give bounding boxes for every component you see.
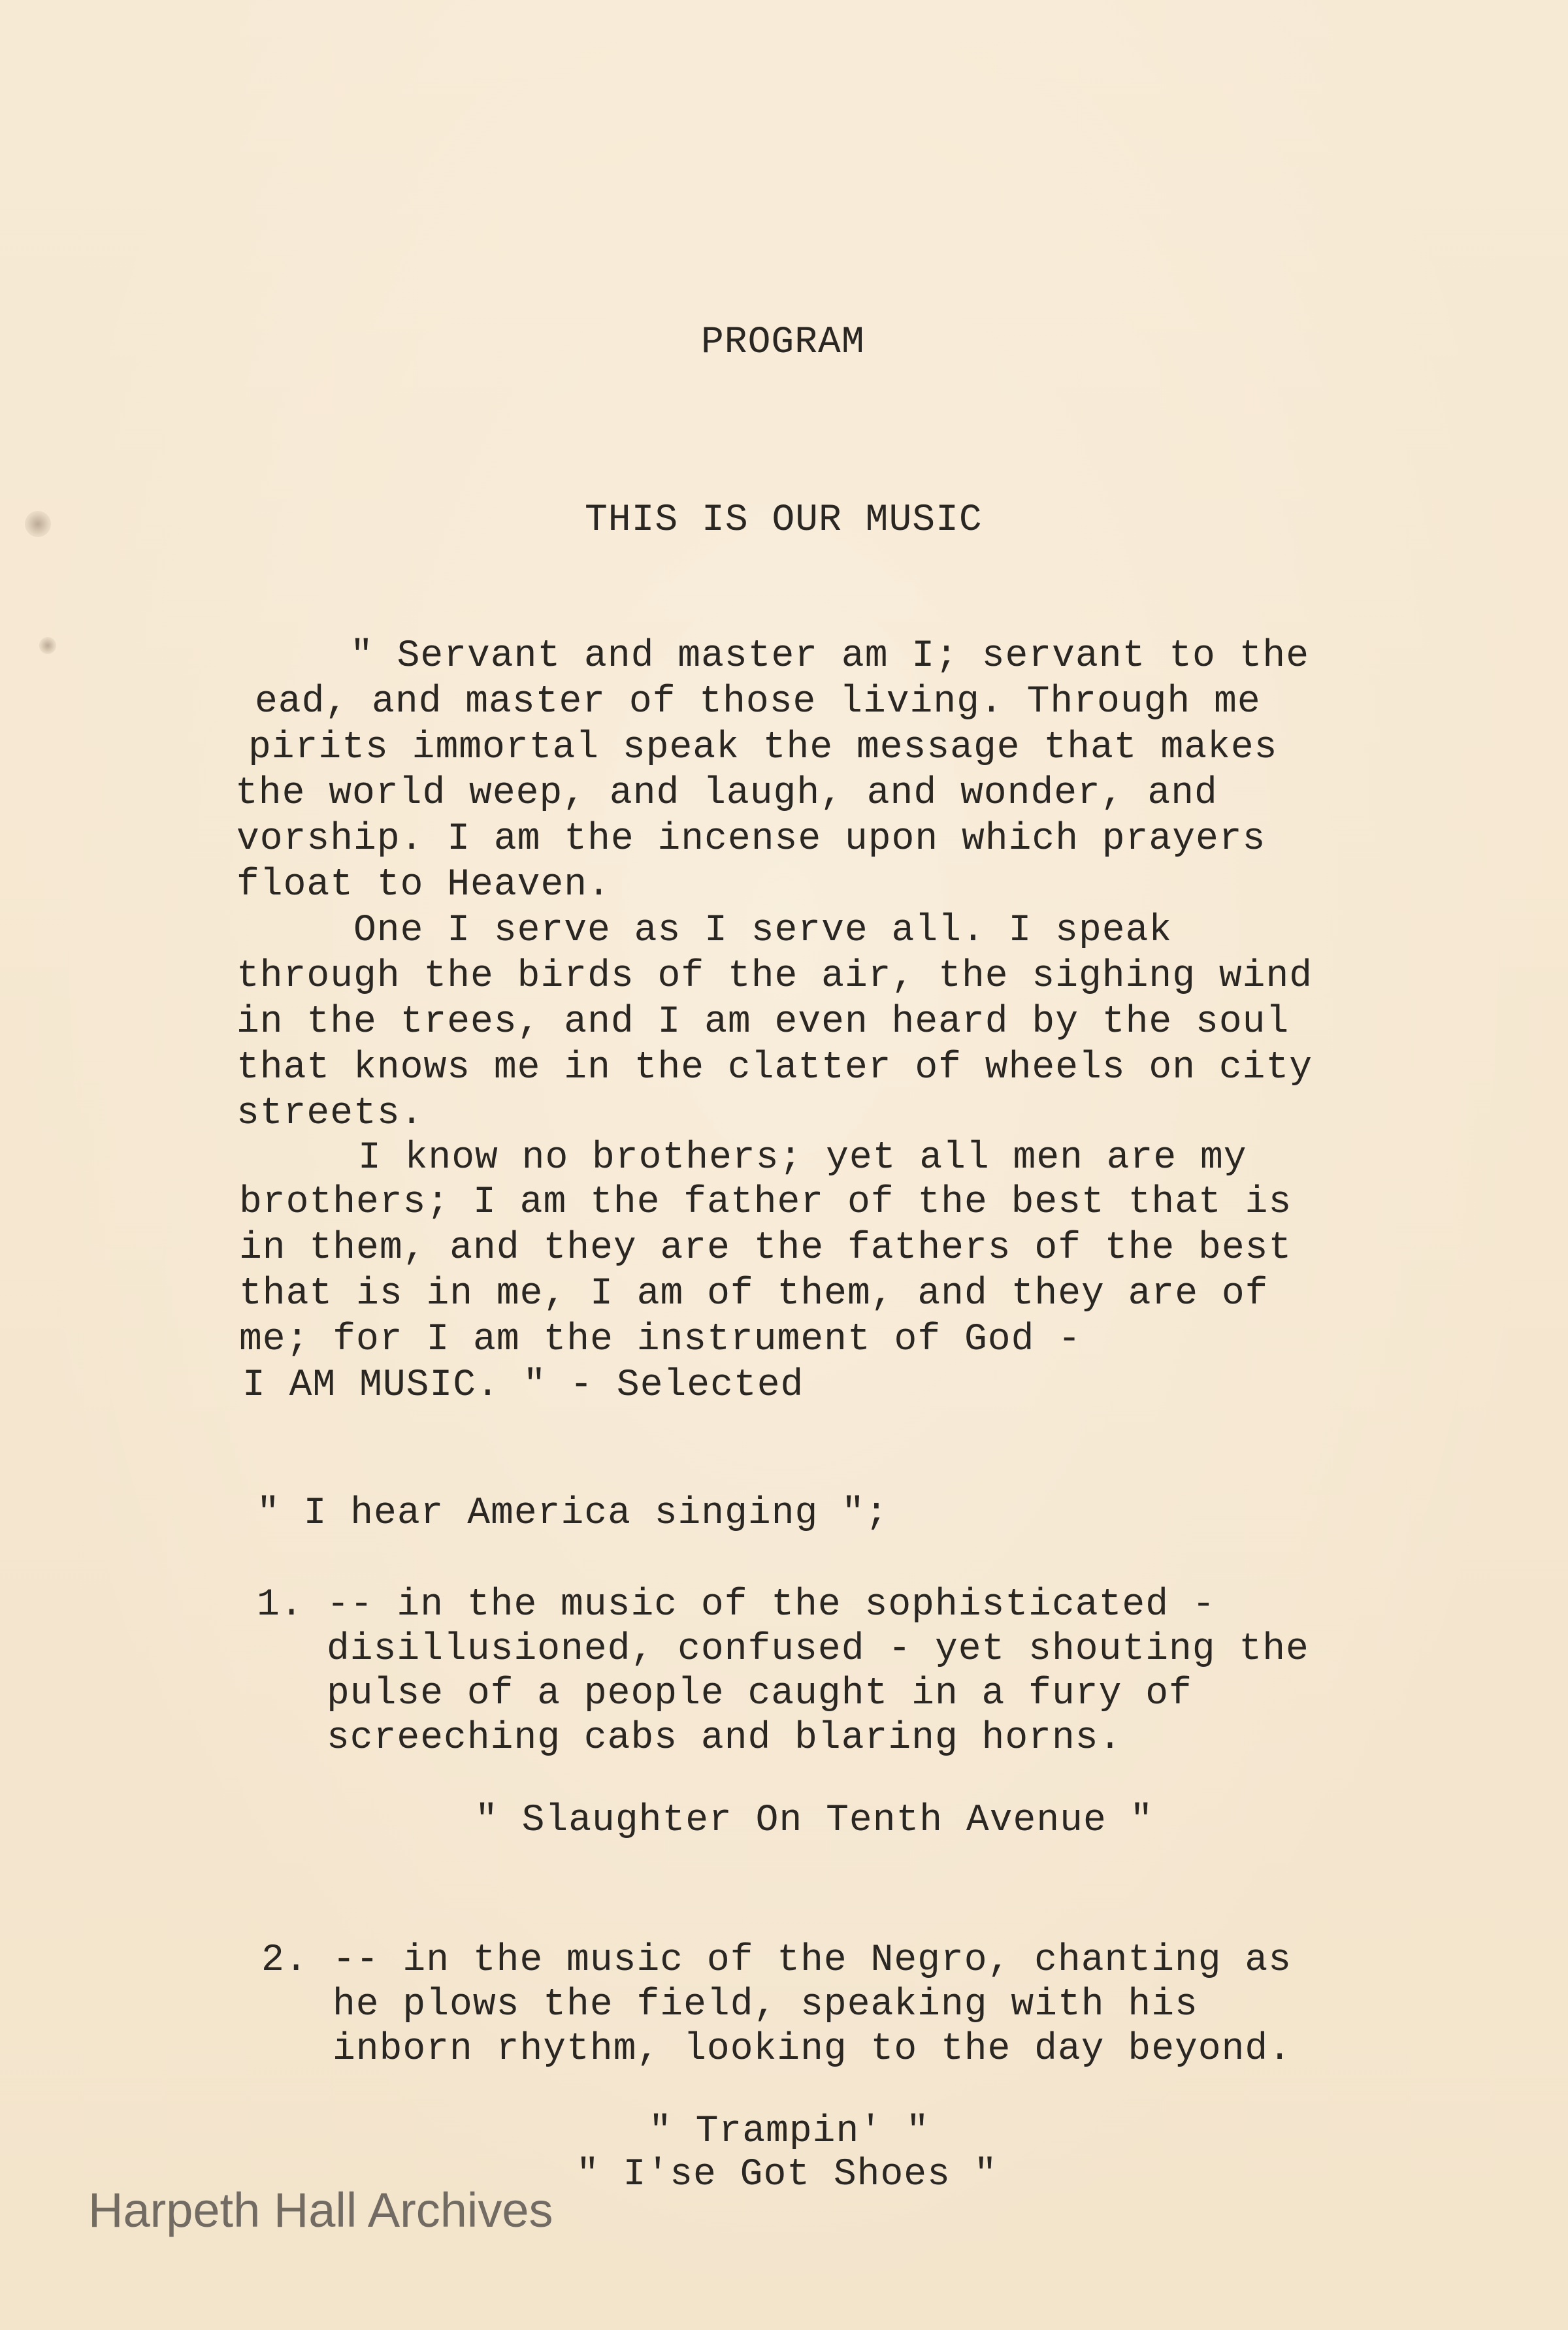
- page-title: PROGRAM: [701, 321, 865, 364]
- item-line: pulse of a people caught in a fury of: [327, 1673, 1192, 1715]
- punch-hole-mark: [39, 637, 56, 654]
- quote-line: that knows me in the clatter of wheels on city: [237, 1047, 1313, 1089]
- quote-line: streets.: [237, 1092, 424, 1135]
- item-line: he plows the field, speaking with his: [333, 1984, 1198, 2026]
- quote-line: ead, and master of those living. Through me: [255, 681, 1261, 723]
- item-number: 2.: [261, 1939, 308, 1982]
- quote-line: I know no brothers; yet all men are my: [358, 1137, 1247, 1179]
- quote-line: pirits immortal speak the message that makes: [248, 727, 1278, 769]
- quote-line: in them, and they are the fathers of the best: [239, 1227, 1292, 1270]
- song-title: " Trampin' ": [649, 2110, 930, 2153]
- quote-line: me; for I am the instrument of God -: [239, 1319, 1082, 1361]
- quote-line: I AM MUSIC. " - Selected: [242, 1364, 804, 1407]
- quote-line: through the birds of the air, the sighing wind: [237, 955, 1313, 998]
- quote-line: brothers; I am the father of the best that is: [239, 1181, 1292, 1224]
- quote-line: float to Heaven.: [237, 864, 611, 906]
- item-line: disillusioned, confused - yet shouting the: [327, 1628, 1309, 1671]
- quote-line: in the trees, and I am even heard by the soul: [237, 1001, 1290, 1043]
- item-line: inborn rhythm, looking to the day beyond.: [333, 2028, 1292, 2071]
- song-title: " Slaughter On Tenth Avenue ": [475, 1799, 1154, 1842]
- quote-line: vorship. I am the incense upon which prayers: [237, 818, 1266, 861]
- quote-line: that is in me, I am of them, and they are of: [239, 1273, 1269, 1315]
- quote-line: " Servant and master am I; servant to the: [350, 635, 1310, 678]
- item-number: 1.: [257, 1584, 304, 1626]
- page-subtitle: THIS IS OUR MUSIC: [585, 499, 983, 542]
- item-line: -- in the music of the sophisticated -: [327, 1584, 1216, 1626]
- archive-watermark: Harpeth Hall Archives: [88, 2183, 553, 2237]
- quote-line: One I serve as I serve all. I speak: [353, 910, 1173, 952]
- item-line: screeching cabs and blaring horns.: [327, 1717, 1122, 1760]
- quote-line: the world weep, and laugh, and wonder, and: [235, 772, 1218, 815]
- item-line: -- in the music of the Negro, chanting as: [333, 1939, 1292, 1982]
- punch-hole-mark: [25, 511, 51, 537]
- song-title: " I'se Got Shoes ": [576, 2154, 998, 2196]
- section-intro: " I hear America singing ";: [257, 1492, 889, 1535]
